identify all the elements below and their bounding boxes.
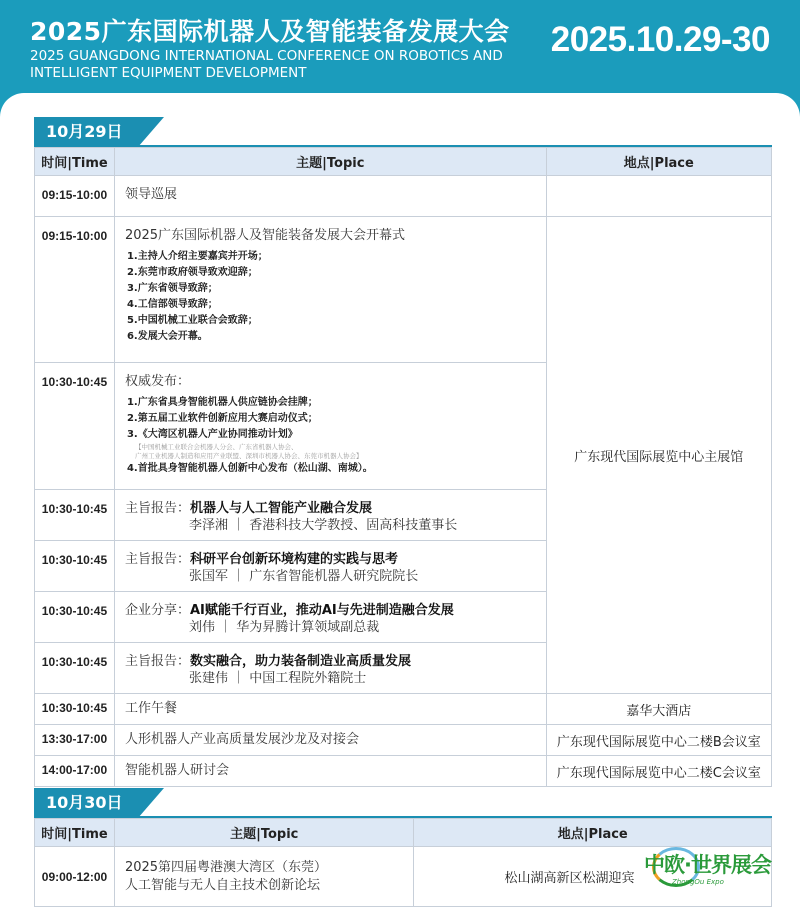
row-time: 13:30-17:00 bbox=[35, 725, 115, 756]
agenda-item: 4.工信部领导致辞； bbox=[126, 299, 218, 310]
row-topic bbox=[114, 725, 546, 756]
row-time: 10:30-10:45 bbox=[35, 363, 115, 490]
topic-text: 权威发布： bbox=[124, 374, 190, 389]
topic-text: 人工智能与无人自主技术创新论坛 bbox=[124, 877, 320, 893]
logo-text: 中欧·世界展会 bbox=[644, 853, 771, 877]
col-header-topic: 主题|Topic bbox=[114, 819, 414, 847]
speaker: 李泽湘 ｜ 香港科技大学教授、固高科技董事长 bbox=[188, 518, 458, 533]
table-row bbox=[35, 217, 772, 363]
agenda-item: 1.广东省具身智能机器人供应链协会挂牌； bbox=[126, 397, 318, 408]
agenda-item: 5.中国机械工业联合会致辞； bbox=[126, 315, 258, 326]
fine-print: 广州工业机器人制造和应用产业联盟、深圳市机器人协会、东莞市机器人协会】 bbox=[134, 452, 363, 460]
row-place: 松山湖高新区松湖迎宾 bbox=[414, 847, 772, 907]
topic-text: 2025广东国际机器人及智能装备发展大会开幕式 bbox=[124, 228, 406, 243]
col-header-place: 地点|Place bbox=[546, 148, 771, 176]
speaker: 张国军 ｜ 广东省智能机器人研究院院长 bbox=[188, 569, 419, 584]
row-time: 09:15-10:00 bbox=[35, 217, 115, 363]
row-time: 09:15-10:00 bbox=[35, 176, 115, 217]
day-tab-oct29: 10月29日 bbox=[34, 117, 138, 147]
table-header-row bbox=[35, 148, 772, 176]
topic-text: 领导巡展 bbox=[124, 187, 177, 202]
row-topic bbox=[114, 217, 546, 363]
topic-text: 人形机器人产业高质量发展沙龙及对接会 bbox=[124, 732, 359, 747]
row-topic bbox=[114, 643, 546, 694]
row-time: 10:30-10:45 bbox=[35, 490, 115, 541]
logo-subtext: ZhongOu Expo bbox=[672, 878, 724, 886]
col-header-time: 时间|Time bbox=[35, 819, 115, 847]
schedule-table-day1 bbox=[34, 147, 772, 787]
speech-kind: 企业分享： bbox=[124, 603, 190, 618]
schedule-panel bbox=[0, 93, 800, 919]
row-topic bbox=[114, 592, 546, 643]
speech-kind: 主旨报告： bbox=[124, 501, 190, 516]
col-header-topic: 主题|Topic bbox=[114, 148, 546, 176]
row-time: 14:00-17:00 bbox=[35, 756, 115, 787]
topic-text: 工作午餐 bbox=[124, 701, 177, 716]
row-place: 嘉华大酒店 bbox=[546, 694, 771, 725]
row-topic bbox=[114, 363, 546, 490]
day-tab-oct30: 10月30日 bbox=[34, 788, 138, 818]
speaker: 刘伟 ｜ 华为昇腾计算领域副总裁 bbox=[188, 620, 380, 635]
row-time: 10:30-10:45 bbox=[35, 592, 115, 643]
col-header-time: 时间|Time bbox=[35, 148, 115, 176]
row-topic bbox=[114, 490, 546, 541]
table-header-row bbox=[35, 819, 772, 847]
agenda-item: 3.广东省领导致辞； bbox=[126, 283, 218, 294]
agenda-item: 6.发展大会开幕。 bbox=[126, 331, 208, 342]
topic-text: 2025第四届粤港澳大湾区（东莞） bbox=[124, 859, 328, 875]
agenda-item: 4.首批具身智能机器人创新中心发布（松山湖、南城）。 bbox=[126, 463, 373, 474]
row-topic bbox=[114, 541, 546, 592]
main-place-cell: 广东现代国际展览中心主展馆 bbox=[546, 217, 771, 694]
row-topic bbox=[114, 756, 546, 787]
speech-kind: 主旨报告： bbox=[124, 654, 190, 669]
row-topic bbox=[114, 176, 546, 217]
table-row bbox=[35, 694, 772, 725]
speech-title: 机器人与人工智能产业融合发展 bbox=[189, 501, 372, 516]
row-time: 10:30-10:45 bbox=[35, 541, 115, 592]
row-place: 广东现代国际展览中心二楼C会议室 bbox=[546, 756, 771, 787]
topic-text: 智能机器人研讨会 bbox=[124, 763, 229, 778]
page-header bbox=[0, 0, 800, 100]
row-time: 09:00-12:00 bbox=[35, 847, 115, 907]
table-row bbox=[35, 176, 772, 217]
row-place: 广东现代国际展览中心二楼B会议室 bbox=[546, 725, 771, 756]
row-topic bbox=[114, 694, 546, 725]
speaker: 张建伟 ｜ 中国工程院外籍院士 bbox=[188, 671, 367, 686]
speech-title: AI赋能千行百业，推动AI与先进制造融合发展 bbox=[189, 603, 454, 618]
table-row bbox=[35, 725, 772, 756]
conference-title-cn: 2025广东国际机器人及智能装备发展大会 bbox=[30, 17, 510, 46]
row-place-empty bbox=[546, 176, 771, 217]
agenda-item: 2.东莞市政府领导致欢迎辞； bbox=[126, 267, 258, 278]
agenda-item: 1.主持人介绍主要嘉宾并开场； bbox=[126, 251, 268, 262]
speech-title: 数实融合，助力装备制造业高质量发展 bbox=[189, 654, 411, 669]
conference-title-en: 2025 GUANGDONG INTERNATIONAL CONFERENCE ON ROBOTICS AND INTELLIGENT EQUIPMENT DEVELOPMENT bbox=[30, 48, 503, 81]
conference-date-range: 2025.10.29-30 bbox=[550, 20, 770, 59]
fine-print: 【中国机械工业联合会机器人分会、广东省机器人协会、 bbox=[134, 443, 298, 451]
agenda-item: 2.第五届工业软件创新应用大赛启动仪式； bbox=[126, 413, 318, 424]
expo-logo bbox=[644, 845, 794, 895]
row-topic bbox=[114, 847, 414, 907]
row-time: 10:30-10:45 bbox=[35, 643, 115, 694]
speech-kind: 主旨报告： bbox=[124, 552, 190, 567]
col-header-place: 地点|Place bbox=[414, 819, 772, 847]
row-time: 10:30-10:45 bbox=[35, 694, 115, 725]
table-row bbox=[35, 756, 772, 787]
speech-title: 科研平台创新环境构建的实践与思考 bbox=[189, 552, 398, 567]
agenda-item: 3.《大湾区机器人产业协同推动计划》 bbox=[126, 429, 298, 440]
